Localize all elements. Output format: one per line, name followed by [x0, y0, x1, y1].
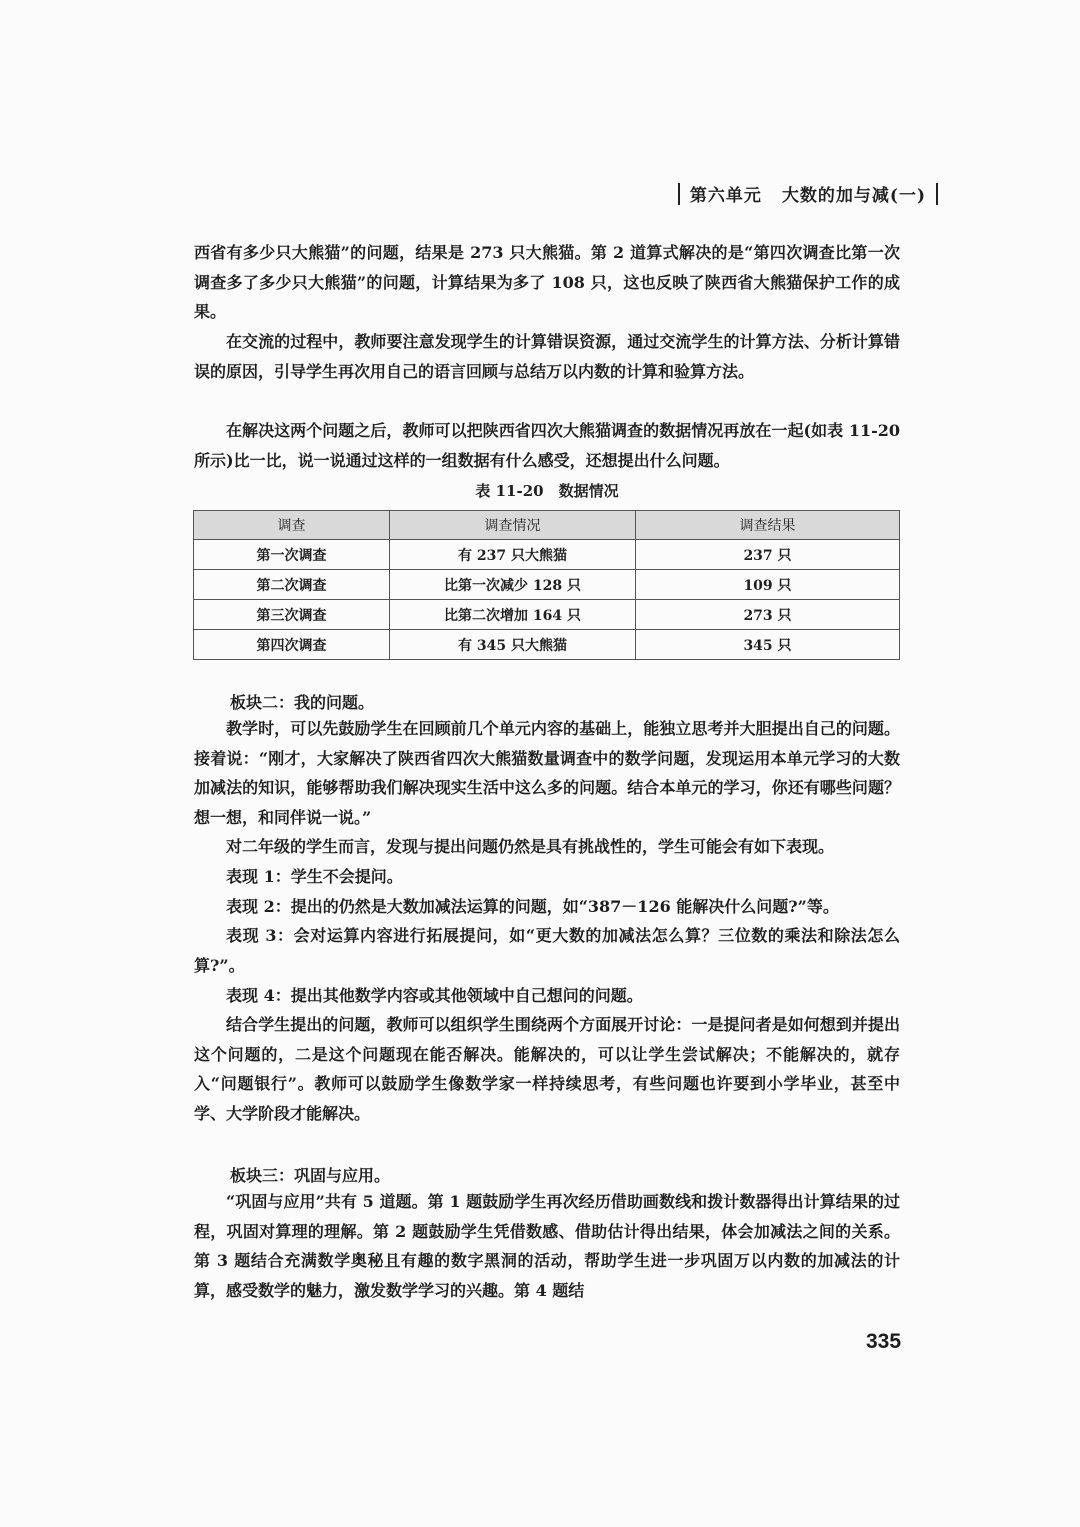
table-cell: 345 只 — [636, 630, 900, 660]
paragraph-compare: 在解决这两个问题之后，教师可以把陕西省四次大熊猫调查的数据情况再放在一起(如表 11-20 所示)比一比，说一说通过这样的一组数据有什么感受，还想提出什么问题。 — [194, 421, 900, 470]
table-row — [194, 570, 900, 600]
paragraph-behavior-4: 表现 4：提出其他数学内容或其他领域中自己想问的问题。 — [226, 986, 643, 1005]
table-cell: 第三次调查 — [194, 600, 390, 630]
table-row — [194, 540, 900, 570]
column-header: 调查结果 — [636, 511, 900, 540]
paragraph-behavior-1: 表现 1：学生不会提问。 — [226, 867, 403, 886]
column-header: 调查 — [194, 511, 390, 540]
table-cell: 237 只 — [636, 540, 900, 570]
table-cell: 第二次调查 — [194, 570, 390, 600]
paragraph-discussion: 结合学生提出的问题，教师可以组织学生围绕两个方面展开讨论：一是提问者是如何想到并提出这个问题的，二是这个问题现在能否解决。能解决的，可以让学生尝试解决；不能解决的，就存入“问题银行”。教师可以鼓励学生像数学家一样持续思考，有些问题也许要到小学毕业，甚至中学、大学阶段才能解决。 — [194, 1015, 900, 1123]
paragraph-behavior-3: 表现 3：会对运算内容进行拓展提问，如“更大数的加减法怎么算？三位数的乘法和除法怎么算?”。 — [194, 926, 900, 975]
table-header-row — [194, 511, 900, 540]
page-number: 335 — [866, 1330, 902, 1353]
table-cell: 第一次调查 — [194, 540, 390, 570]
section-heading: 板块三：巩固与应用。 — [230, 1166, 391, 1185]
header-right-rule — [936, 183, 938, 205]
table-cell: 109 只 — [636, 570, 900, 600]
paragraph-exchange: 在交流的过程中，教师要注意发现学生的计算错误资源，通过交流学生的计算方法、分析计算错误的原因，引导学生再次用自己的语言回顾与总结万以内数的计算和验算方法。 — [194, 332, 900, 381]
paragraph-teaching: 教学时，可以先鼓励学生在回顾前几个单元内容的基础上，能独立思考并大胆提出自己的问题。接着说：“刚才，大家解决了陕西省四次大熊猫数量调查中的数学问题，发现运用本单元学习的大数加减法的知识，能够帮助我们解决现实生活中这么多的问题。结合本单元的学习，你还有哪些问题？想一想，和同伴说一说。” — [194, 719, 900, 827]
table-cell: 有 345 只大熊猫 — [390, 630, 636, 660]
paragraph-students: 对二年级的学生而言，发现与提出问题仍然是具有挑战性的，学生可能会有如下表现。 — [226, 837, 835, 856]
table-row — [194, 600, 900, 630]
column-header: 调查情况 — [390, 511, 636, 540]
paragraph-continued: 西省有多少只大熊猫”的问题，结果是 273 只大熊猫。第 2 道算式解决的是“第四次调查比第一次调查多了多少只大熊猫”的问题，计算结果为多了 108 只，这也反映了陕西省大熊猫保护工作的成果。 — [194, 243, 900, 321]
header-title: 大数的加与减(一) — [781, 186, 926, 206]
table-cell: 比第一次减少 128 只 — [390, 570, 636, 600]
table-cell: 273 只 — [636, 600, 900, 630]
table-cell: 第四次调查 — [194, 630, 390, 660]
table-cell: 比第二次增加 164 只 — [390, 600, 636, 630]
data-table — [193, 510, 900, 660]
paragraph-behavior-2: 表现 2：提出的仍然是大数加减法运算的问题，如“387－126 能解决什么问题?”等。 — [226, 897, 839, 916]
header-unit: 第六单元 — [689, 186, 762, 206]
table-cell: 有 237 只大熊猫 — [390, 540, 636, 570]
header-left-rule — [678, 183, 680, 205]
section-heading: 板块二：我的问题。 — [230, 693, 375, 712]
running-header — [678, 181, 938, 206]
paragraph-consolidate: “巩固与应用”共有 5 道题。第 1 题鼓励学生再次经历借助画数线和拨计数器得出计算结果的过程，巩固对算理的理解。第 2 题鼓励学生凭借数感、借助估计得出结果，体会加减法之间的关系。第 3 题结合充满数学奥秘且有趣的数字黑洞的活动，帮助学生进一步巩固万以内数的加减法的计算，感受数学的魅力，激发数学学习的兴趣。第 4 题结 — [194, 1192, 900, 1300]
table-row — [194, 630, 900, 660]
table-caption: 表 11-20 数据情况 — [475, 482, 619, 500]
